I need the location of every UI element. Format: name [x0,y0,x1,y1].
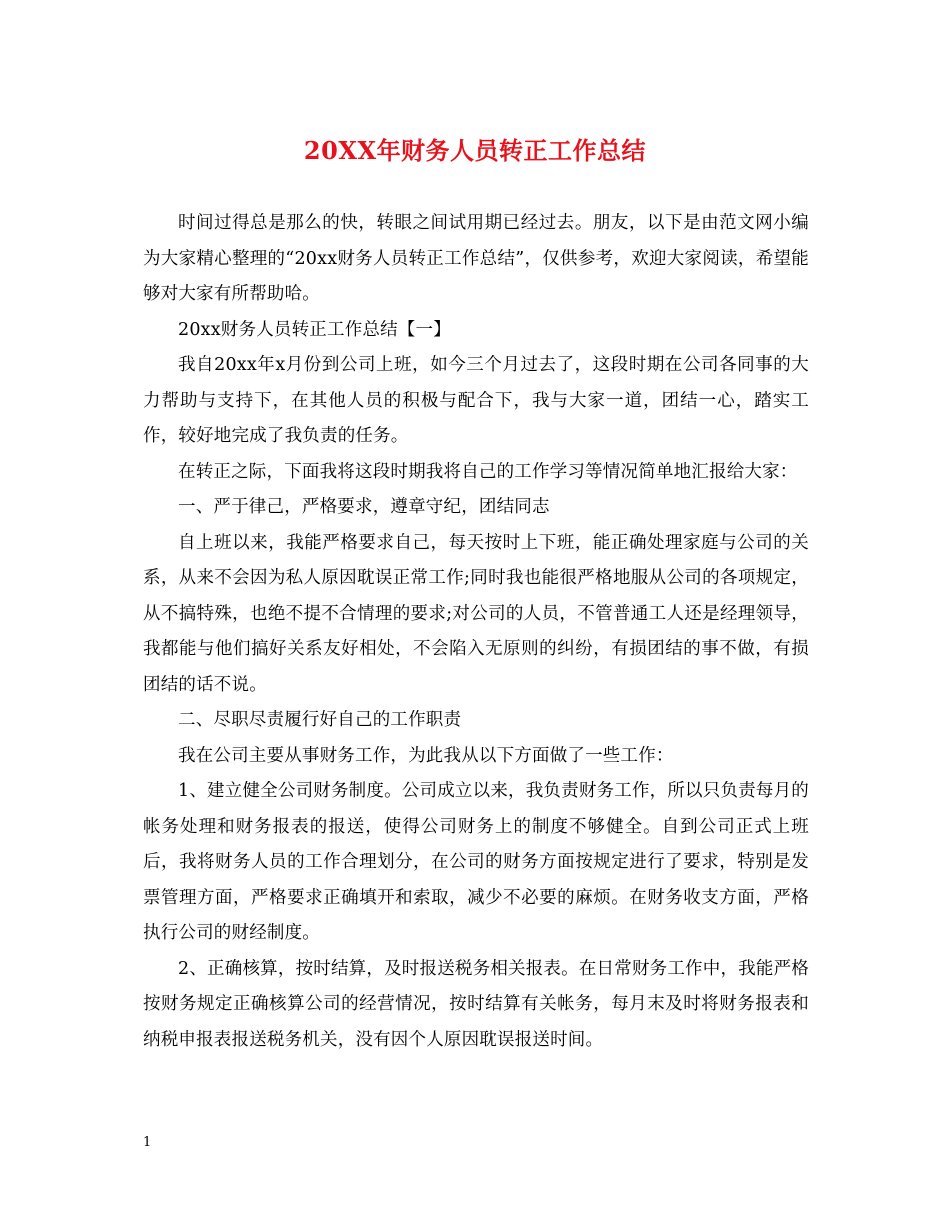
document-body [143,206,809,1058]
subheading-duties: 二、尽职尽责履行好自己的工作职责 [178,710,462,730]
list-item: 2、正确核算，按时结算，及时报送税务相关报表。在日常财务工作中，我能严格按财务规定正确核算公司的经营情况，按时结算有关帐务，每月末及时将财务报表和纳税申报表报送税务机关，没有因个人原因耽误报送时间。 [143,958,809,1050]
body-paragraph: 我在公司主要从事财务工作，为此我从以下方面做了一些工作： [178,745,674,766]
document-title: 20XX年财务人员转正工作总结 [303,136,647,165]
list-item: 1、建立健全公司财务制度。公司成立以来，我负责财务工作，所以只负责每月的帐务处理和财务报表的报送，使得公司财务上的制度不够健全。自到公司正式上班后，我将财务人员的工作合理划分，在公司的财务方面按规定进行了要求，特别是发票管理方面，严格要求正确填开和索取，减少不必要的麻烦。在财务收支方面，严格执行公司的财经制度。 [143,781,809,943]
section-heading-one: 20xx财务人员转正工作总结【一】 [178,319,451,340]
intro-paragraph: 时间过得总是那么的快，转眼之间试用期已经过去。朋友，以下是由范文网小编为大家精心整理的“20xx财务人员转正工作总结”，仅供参考，欢迎大家阅读，希望能够对大家有所帮助哈。 [143,213,809,304]
page-number: 1 [143,1135,152,1150]
subheading-self-discipline: 一、严于律己，严格要求，遵章守纪，团结同志 [178,497,550,517]
body-paragraph: 我自20xx年x月份到公司上班，如今三个月过去了，这段时期在公司各同事的大力帮助与支持下，在其他人员的积极与配合下，我与大家一道，团结一心，踏实工作，较好地完成了我负责的任务。 [143,355,809,446]
body-paragraph: 自上班以来，我能严格要求自己，每天按时上下班，能正确处理家庭与公司的关系，从来不会因为私人原因耽误正常工作;同时我也能很严格地服从公司的各项规定，从不搞特殊，也绝不提不合情理的要求;对公司的人员，不管普通工人还是经理领导，我都能与他们搞好关系友好相处，不会陷入无原则的纠纷，有损团结的事不做，有损团结的话不说。 [143,532,809,695]
body-paragraph: 在转正之际，下面我将这段时期我将自己的工作学习等情况简单地汇报给大家： [178,461,798,482]
